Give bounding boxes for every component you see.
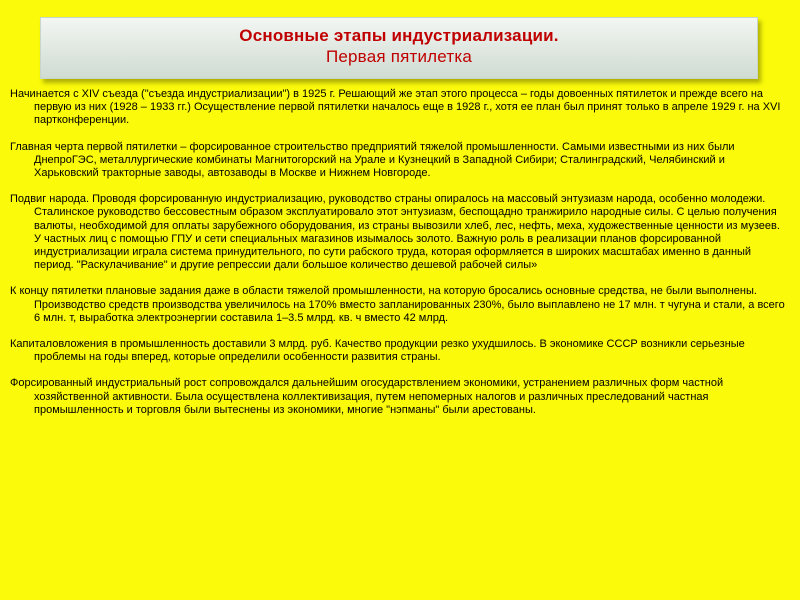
slide-subtitle: Первая пятилетка — [325, 47, 473, 66]
paragraph-people-feat: Подвиг народа. Проводя форсированную индустриализацию, руководство страны опиралось на массовый энтузиазм народа, особенно молодежи. Сталинское руководство бессовестным образом эксплуатировало этот энтузиазм, беспощадно транжирило народные силы. С целью получения валюты, необходимой для оплаты зарубежного оборудования, из страны вывозили хлеб, лес, нефть, меха, художественные ценности из музеев. У частных лиц с помощью ГПУ и сети специальных магазинов изымалось золото. Важную роль в реализации планов форсированной индустриализации играла система принудительного, по сути рабского труда, которая оформляется в широких масштабах именно в данный период. "Раскулачивание" и другие репрессии дали большое количество дешевой рабочей силы» — [10, 193, 780, 272]
slide-title: Основные этапы индустриализации. — [239, 26, 559, 45]
title-box — [40, 17, 758, 79]
paragraph-nationalization: Форсированный индустриальный рост сопровождался дальнейшим огосударствлением экономики, устранением различных форм частной хозяйственной активности. Была осуществлена коллективизация, путем непомерных налогов и различных преследований частная промышленность и торговля были вытеснены из экономики, многие "нэпманы" были арестованы. — [10, 377, 724, 416]
paragraph-investments: Капиталовложения в промышленность доставили 3 млрд. руб. Качество продукции резко ухудшилось. В экономике СССР возникли серьезные проблемы на годы вперед, которые определили особенности развития страны. — [10, 338, 745, 364]
paragraph-start: Начинается с XIV съезда ("съезда индустриализации") в 1925 г. Решающий же этап этого процесса – годы довоенных пятилеток и прежде всего на первую из них (1928 – 1933 гг.) Осуществление первой пятилетки началось еще в 1928 г., хотя ее план был принят только в апреле 1929 г. на XVI партконференции. — [10, 88, 781, 127]
paragraph-plan-results: К концу пятилетки плановые задания даже в области тяжелой промышленности, на которую бросались основные средства, не были выполнены. Производство средств производства увеличилось на 170% вместо запланированных 230%, было выплавлено не 17 млн. т чугуна и стали, а всего 6 млн. т, выработка электроэнергии составила 1–3.5 млрд. кв. ч вместо 42 млрд. — [10, 285, 785, 324]
slide-content — [10, 88, 788, 430]
paragraph-main-feature: Главная черта первой пятилетки – форсированное строительство предприятий тяжелой промышленности. Самыми известными из них были ДнепроГЭС, металлургические комбинаты Магнитогорский на Урале и Кузнецкий в Западной Сибири; Сталинградский, Челябинский и Харьковский тракторные заводы, автозаводы в Москве и Нижнем Новгороде. — [10, 140, 735, 180]
